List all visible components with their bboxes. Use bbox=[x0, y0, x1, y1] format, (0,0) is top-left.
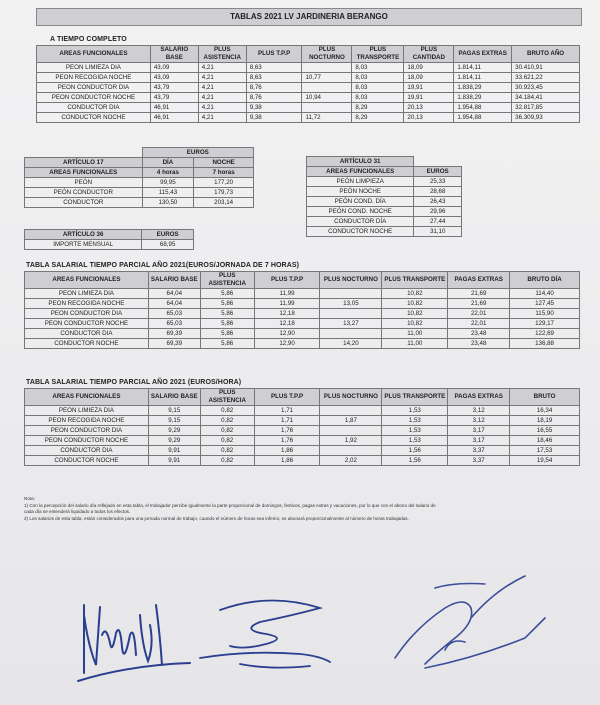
table-cell: 18,19 bbox=[510, 416, 580, 426]
subheader-4-horas: 4 horas bbox=[142, 168, 194, 178]
table-cell: 0,82 bbox=[200, 406, 254, 416]
table-cell: 122,69 bbox=[510, 329, 580, 339]
row-label: PEON CONDUCTOR NOCHE bbox=[25, 319, 149, 329]
table-tiempo-completo bbox=[36, 45, 580, 123]
table-cell: 11,99 bbox=[254, 299, 320, 309]
table-cell: 20,13 bbox=[404, 103, 454, 113]
signature-3 bbox=[375, 568, 555, 683]
table-cell: 20,13 bbox=[404, 113, 454, 123]
table-cell: 19,91 bbox=[404, 83, 454, 93]
row-label: PEON CONDUCTOR NOCHE bbox=[25, 436, 149, 446]
row-label: PEON CONDUCTOR DIA bbox=[37, 83, 151, 93]
table-cell: 9,15 bbox=[148, 416, 200, 426]
table-cell bbox=[320, 309, 382, 319]
signature-1 bbox=[70, 585, 200, 695]
row-label: CONDUCTOR DÍA bbox=[307, 217, 414, 227]
header-salario-base: SALARIO BASE bbox=[148, 272, 200, 289]
row-label: PEON CONDUCTOR DIA bbox=[25, 426, 149, 436]
table-cell: 8,29 bbox=[352, 113, 404, 123]
row-value-importe-mensual: 68,95 bbox=[142, 240, 194, 250]
table-articulo-36 bbox=[24, 229, 194, 250]
table-row bbox=[37, 63, 580, 73]
row-label: CONDUCTOR NOCHE bbox=[37, 113, 151, 123]
table-cell: 1,71 bbox=[254, 416, 320, 426]
table-cell: 9,38 bbox=[246, 103, 302, 113]
table-cell: 17,53 bbox=[510, 446, 580, 456]
table-cell: 30.410,91 bbox=[512, 63, 580, 73]
header-plus-t-p-p: PLUS T.P.P bbox=[254, 272, 320, 289]
row-label: CONDUCTOR NOCHE bbox=[25, 339, 149, 349]
row-label: PEÓN NOCHE bbox=[307, 187, 414, 197]
table-cell: 46,91 bbox=[150, 103, 198, 113]
table-cell: 0,82 bbox=[200, 426, 254, 436]
table-cell: 19,54 bbox=[510, 456, 580, 466]
header-areas-funcionales: AREAS FUNCIONALES bbox=[37, 46, 151, 63]
header-plus-asistencia: PLUS ASISTENCIA bbox=[200, 272, 254, 289]
table-articulo-31 bbox=[306, 156, 462, 237]
table-cell: 179,73 bbox=[194, 188, 254, 198]
table-cell: 1.814,11 bbox=[454, 73, 512, 83]
row-label: CONDUCTOR bbox=[25, 198, 143, 208]
row-label: PEON CONDUCTOR NOCHE bbox=[37, 93, 151, 103]
table-row bbox=[25, 319, 580, 329]
header-plus-t-p-p: PLUS T.P.P bbox=[246, 46, 302, 63]
table-cell: 9,29 bbox=[148, 426, 200, 436]
section-title-tiempo-completo: A TIEMPO COMPLETO bbox=[50, 36, 127, 43]
table-articulo-17 bbox=[24, 147, 254, 208]
row-label: PEON LIMIEZA DIA bbox=[37, 63, 151, 73]
table-row bbox=[37, 73, 580, 83]
header-plus-nocturno: PLUS NOCTURNO bbox=[320, 389, 382, 406]
row-label: PEON LIMIEZA DIA bbox=[25, 406, 149, 416]
table-row bbox=[25, 299, 580, 309]
row-label: CONDUCTOR NOCHE bbox=[25, 456, 149, 466]
table-row bbox=[37, 83, 580, 93]
table-cell: 29,96 bbox=[414, 207, 462, 217]
table-cell: 9,15 bbox=[148, 406, 200, 416]
table-row bbox=[25, 309, 580, 319]
table-cell: 26,43 bbox=[414, 197, 462, 207]
table-cell: 23,48 bbox=[448, 339, 510, 349]
table-cell: 10,94 bbox=[302, 93, 352, 103]
header-plus-asistencia: PLUS ASISTENCIA bbox=[198, 46, 246, 63]
table-row bbox=[25, 446, 580, 456]
table-cell: 18,46 bbox=[510, 436, 580, 446]
table-cell: 0,82 bbox=[200, 436, 254, 446]
table-cell: 12,90 bbox=[254, 339, 320, 349]
table-cell: 3,37 bbox=[448, 456, 510, 466]
table-cell: 5,86 bbox=[200, 299, 254, 309]
section-title-parcial-hora: TABLA SALARIAL TIEMPO PARCIAL AÑO 2021 (EUROS/HORA) bbox=[26, 379, 242, 386]
table-cell: 130,50 bbox=[142, 198, 194, 208]
table-parcial-jornada bbox=[24, 271, 580, 349]
header-plus-nocturno: PLUS NOCTURNO bbox=[320, 272, 382, 289]
table-cell: 3,12 bbox=[448, 416, 510, 426]
table-row bbox=[307, 177, 462, 187]
table-cell: 8,76 bbox=[246, 83, 302, 93]
note-1: 1) Con la percepción del salario día reflejado en esta tabla, el trabajador percibe igualmente la parte proporcional de domingos, festivos, pagas extras y vacaciones, por lo que con el abono del salario de bbox=[24, 502, 436, 508]
table-cell: 16,34 bbox=[510, 406, 580, 416]
header-areas-funcionales: AREAS FUNCIONALES bbox=[25, 389, 149, 406]
header-plus-transporte: PLUS TRANSPORTE bbox=[382, 389, 448, 406]
row-label: PEON LIMIEZA DIA bbox=[25, 289, 149, 299]
header-bruto-ano: BRUTO AÑO bbox=[512, 46, 580, 63]
table-cell: 1,76 bbox=[254, 436, 320, 446]
table-cell: 10,82 bbox=[382, 319, 448, 329]
header-salario-base: SALARIO BASE bbox=[150, 46, 198, 63]
table-cell: 12,18 bbox=[254, 309, 320, 319]
table-cell: 8,63 bbox=[246, 73, 302, 83]
table-cell: 115,90 bbox=[510, 309, 580, 319]
table-cell: 114,40 bbox=[510, 289, 580, 299]
header-plus-t-p-p: PLUS T.P.P bbox=[254, 389, 320, 406]
table-cell: 1,92 bbox=[320, 436, 382, 446]
table-cell: 16,55 bbox=[510, 426, 580, 436]
table-cell: 27,44 bbox=[414, 217, 462, 227]
header-pagas-extras: PAGAS EXTRAS bbox=[448, 272, 510, 289]
header-articulo-17: ARTÍCULO 17 bbox=[25, 158, 143, 168]
table-cell: 64,04 bbox=[148, 299, 200, 309]
table-cell: 1.838,29 bbox=[454, 83, 512, 93]
header-euros-36: EUROS bbox=[142, 230, 194, 240]
table-cell: 115,43 bbox=[142, 188, 194, 198]
table-cell: 5,86 bbox=[200, 319, 254, 329]
notes-label: Nota: bbox=[24, 496, 35, 501]
table-cell: 136,88 bbox=[510, 339, 580, 349]
table-cell: 203,14 bbox=[194, 198, 254, 208]
table-row bbox=[37, 113, 580, 123]
table-cell: 1,53 bbox=[382, 436, 448, 446]
header-noche: NOCHE bbox=[194, 158, 254, 168]
table-cell: 69,39 bbox=[148, 339, 200, 349]
table-cell: 4,21 bbox=[198, 113, 246, 123]
table-row bbox=[25, 456, 580, 466]
row-label: CONDUCTOR NOCHE bbox=[307, 227, 414, 237]
header-dia: DÍA bbox=[142, 158, 194, 168]
table-cell bbox=[320, 329, 382, 339]
table-row bbox=[25, 339, 580, 349]
table-cell: 21,69 bbox=[448, 299, 510, 309]
table-cell: 34.184,41 bbox=[512, 93, 580, 103]
table-cell: 28,68 bbox=[414, 187, 462, 197]
table-cell: 4,21 bbox=[198, 83, 246, 93]
table-cell: 1,53 bbox=[382, 406, 448, 416]
note-1-continued: cada día se entenderá liquidado a todos los efectos. bbox=[24, 509, 131, 514]
header-plus-nocturno: PLUS NOCTURNO bbox=[302, 46, 352, 63]
table-row bbox=[25, 426, 580, 436]
table-cell: 1.954,88 bbox=[454, 103, 512, 113]
table-cell: 1,86 bbox=[254, 446, 320, 456]
table-cell: 3,12 bbox=[448, 406, 510, 416]
header-pagas-extras: PAGAS EXTRAS bbox=[448, 389, 510, 406]
table-cell: 11,72 bbox=[302, 113, 352, 123]
table-row bbox=[37, 103, 580, 113]
table-cell: 43,09 bbox=[150, 63, 198, 73]
table-row bbox=[307, 227, 462, 237]
table-cell: 8,03 bbox=[352, 83, 404, 93]
notes bbox=[24, 496, 580, 522]
table-cell: 3,17 bbox=[448, 426, 510, 436]
table-cell: 1,56 bbox=[382, 456, 448, 466]
table-cell: 99,95 bbox=[142, 178, 194, 188]
table-row bbox=[25, 406, 580, 416]
table-cell: 11,99 bbox=[254, 289, 320, 299]
table-cell bbox=[320, 426, 382, 436]
table-cell: 12,90 bbox=[254, 329, 320, 339]
table-cell bbox=[302, 103, 352, 113]
table-cell: 4,21 bbox=[198, 103, 246, 113]
row-label: PEÓN LIMPIEZA bbox=[307, 177, 414, 187]
table-row bbox=[25, 188, 254, 198]
row-label: CONDUCTOR DIA bbox=[25, 329, 149, 339]
header-plus-transporte: PLUS TRANSPORTE bbox=[382, 272, 448, 289]
table-cell bbox=[320, 446, 382, 456]
table-cell: 22,01 bbox=[448, 309, 510, 319]
header-areas-funcionales: AREAS FUNCIONALES bbox=[25, 272, 149, 289]
table-cell: 23,48 bbox=[448, 329, 510, 339]
subheader-7-horas: 7 horas bbox=[194, 168, 254, 178]
table-cell: 1,53 bbox=[382, 426, 448, 436]
header-euros: EUROS bbox=[142, 148, 253, 158]
section-title-parcial-jornada: TABLA SALARIAL TIEMPO PARCIAL AÑO 2021(EUROS/JORNADA DE 7 HORAS) bbox=[26, 262, 300, 269]
row-label: CONDUCTOR DIA bbox=[25, 446, 149, 456]
header-plus-asistencia: PLUS ASISTENCIA bbox=[200, 389, 254, 406]
table-cell: 8,29 bbox=[352, 103, 404, 113]
table-cell: 9,91 bbox=[148, 456, 200, 466]
table-row bbox=[307, 207, 462, 217]
table-cell: 69,39 bbox=[148, 329, 200, 339]
table-cell: 2,02 bbox=[320, 456, 382, 466]
table-row bbox=[307, 187, 462, 197]
note-2: 2) Los salarios de esta tabla, están considerados para una jornada normal de trabajo, cuando el número de horas sea inferior, se abonará proporcionalmente al número de horas trabajadas. bbox=[24, 515, 409, 521]
table-cell: 1,56 bbox=[382, 446, 448, 456]
table-cell: 4,21 bbox=[198, 93, 246, 103]
table-cell: 1.954,88 bbox=[454, 113, 512, 123]
table-row bbox=[25, 198, 254, 208]
table-cell: 19,91 bbox=[404, 93, 454, 103]
table-cell: 1,87 bbox=[320, 416, 382, 426]
header-pagas-extras: PAGAS EXTRAS bbox=[454, 46, 512, 63]
table-cell: 43,79 bbox=[150, 93, 198, 103]
table-row bbox=[307, 197, 462, 207]
table-cell: 1,53 bbox=[382, 416, 448, 426]
header-articulo-36: ARTÍCULO 36 bbox=[25, 230, 142, 240]
table-row bbox=[37, 93, 580, 103]
table-cell: 4,21 bbox=[198, 63, 246, 73]
table-row bbox=[25, 329, 580, 339]
table-parcial-hora bbox=[24, 388, 580, 466]
table-cell: 31,10 bbox=[414, 227, 462, 237]
subheader-areas-31: AREAS FUNCIONALES bbox=[307, 167, 414, 177]
table-cell: 3,17 bbox=[448, 436, 510, 446]
header-articulo-31: ARTÍCULO 31 bbox=[307, 157, 414, 167]
table-cell: 1.838,29 bbox=[454, 93, 512, 103]
header-salario-base: SALARIO BASE bbox=[148, 389, 200, 406]
table-cell: 1,86 bbox=[254, 456, 320, 466]
row-label: CONDUCTOR DIA bbox=[37, 103, 151, 113]
table-cell: 8,03 bbox=[352, 73, 404, 83]
subheader-euros-31: EUROS bbox=[414, 167, 462, 177]
table-row bbox=[25, 416, 580, 426]
row-label: PEON RECOGIDA NOCHE bbox=[25, 299, 149, 309]
table-cell: 11,00 bbox=[382, 329, 448, 339]
table-cell: 11,00 bbox=[382, 339, 448, 349]
table-cell: 36.309,93 bbox=[512, 113, 580, 123]
table-cell: 43,79 bbox=[150, 83, 198, 93]
table-cell: 0,82 bbox=[200, 456, 254, 466]
table-cell: 3,37 bbox=[448, 446, 510, 456]
table-cell bbox=[302, 83, 352, 93]
table-cell: 18,09 bbox=[404, 73, 454, 83]
table-row bbox=[307, 217, 462, 227]
row-label: PEON RECOGIDA NOCHE bbox=[25, 416, 149, 426]
table-cell: 12,18 bbox=[254, 319, 320, 329]
table-cell bbox=[320, 406, 382, 416]
row-label-importe-mensual: IMPORTE MENSUAL bbox=[25, 240, 142, 250]
table-cell: 8,63 bbox=[246, 63, 302, 73]
table-cell: 4,21 bbox=[198, 73, 246, 83]
table-cell: 5,86 bbox=[200, 309, 254, 319]
table-cell bbox=[320, 289, 382, 299]
table-cell: 25,33 bbox=[414, 177, 462, 187]
subheader-areas: AREAS FUNCIONALES bbox=[25, 168, 143, 178]
table-cell: 1,76 bbox=[254, 426, 320, 436]
row-label: PEÓN bbox=[25, 178, 143, 188]
table-cell: 30.923,45 bbox=[512, 83, 580, 93]
table-cell: 177,20 bbox=[194, 178, 254, 188]
table-cell: 13,27 bbox=[320, 319, 382, 329]
table-cell: 65,03 bbox=[148, 319, 200, 329]
row-label: PEÓN COND. NOCHE bbox=[307, 207, 414, 217]
table-cell: 46,91 bbox=[150, 113, 198, 123]
table-cell: 5,86 bbox=[200, 339, 254, 349]
table-cell: 9,38 bbox=[246, 113, 302, 123]
table-cell: 0,82 bbox=[200, 446, 254, 456]
table-cell: 0,82 bbox=[200, 416, 254, 426]
row-label: PEON CONDUCTOR DIA bbox=[25, 309, 149, 319]
header-bruto-dia: BRUTO DÍA bbox=[510, 272, 580, 289]
table-cell: 13,05 bbox=[320, 299, 382, 309]
table-cell: 5,86 bbox=[200, 329, 254, 339]
table-cell: 43,09 bbox=[150, 73, 198, 83]
table-row bbox=[25, 178, 254, 188]
table-cell: 14,20 bbox=[320, 339, 382, 349]
header-bruto: BRUTO bbox=[510, 389, 580, 406]
row-label: PEÓN COND. DÍA bbox=[307, 197, 414, 207]
table-cell: 9,29 bbox=[148, 436, 200, 446]
table-cell: 1.814,11 bbox=[454, 63, 512, 73]
table-cell: 9,91 bbox=[148, 446, 200, 456]
table-row bbox=[25, 289, 580, 299]
table-cell: 8,03 bbox=[352, 63, 404, 73]
table-cell: 129,17 bbox=[510, 319, 580, 329]
table-cell bbox=[302, 63, 352, 73]
table-cell: 18,09 bbox=[404, 63, 454, 73]
table-cell: 32.817,85 bbox=[512, 103, 580, 113]
table-cell: 33.621,22 bbox=[512, 73, 580, 83]
table-cell: 10,82 bbox=[382, 309, 448, 319]
table-cell: 10,82 bbox=[382, 289, 448, 299]
table-cell: 1,71 bbox=[254, 406, 320, 416]
table-cell: 22,01 bbox=[448, 319, 510, 329]
header-plus-transporte: PLUS TRANSPORTE bbox=[352, 46, 404, 63]
row-label: PEON RECOGIDA NOCHE bbox=[37, 73, 151, 83]
row-label: PEÓN CONDUCTOR bbox=[25, 188, 143, 198]
table-cell: 10,82 bbox=[382, 299, 448, 309]
document-title: TABLAS 2021 LV JARDINERIA BERANGO bbox=[36, 8, 582, 26]
header-plus-cantidad: PLUS CANTIDAD bbox=[404, 46, 454, 63]
table-cell: 10,77 bbox=[302, 73, 352, 83]
table-cell: 64,04 bbox=[148, 289, 200, 299]
signature-2 bbox=[190, 590, 340, 680]
table-cell: 8,76 bbox=[246, 93, 302, 103]
table-cell: 65,03 bbox=[148, 309, 200, 319]
table-cell: 5,86 bbox=[200, 289, 254, 299]
table-cell: 21,69 bbox=[448, 289, 510, 299]
table-row bbox=[25, 436, 580, 446]
table-cell: 127,45 bbox=[510, 299, 580, 309]
table-cell: 8,03 bbox=[352, 93, 404, 103]
